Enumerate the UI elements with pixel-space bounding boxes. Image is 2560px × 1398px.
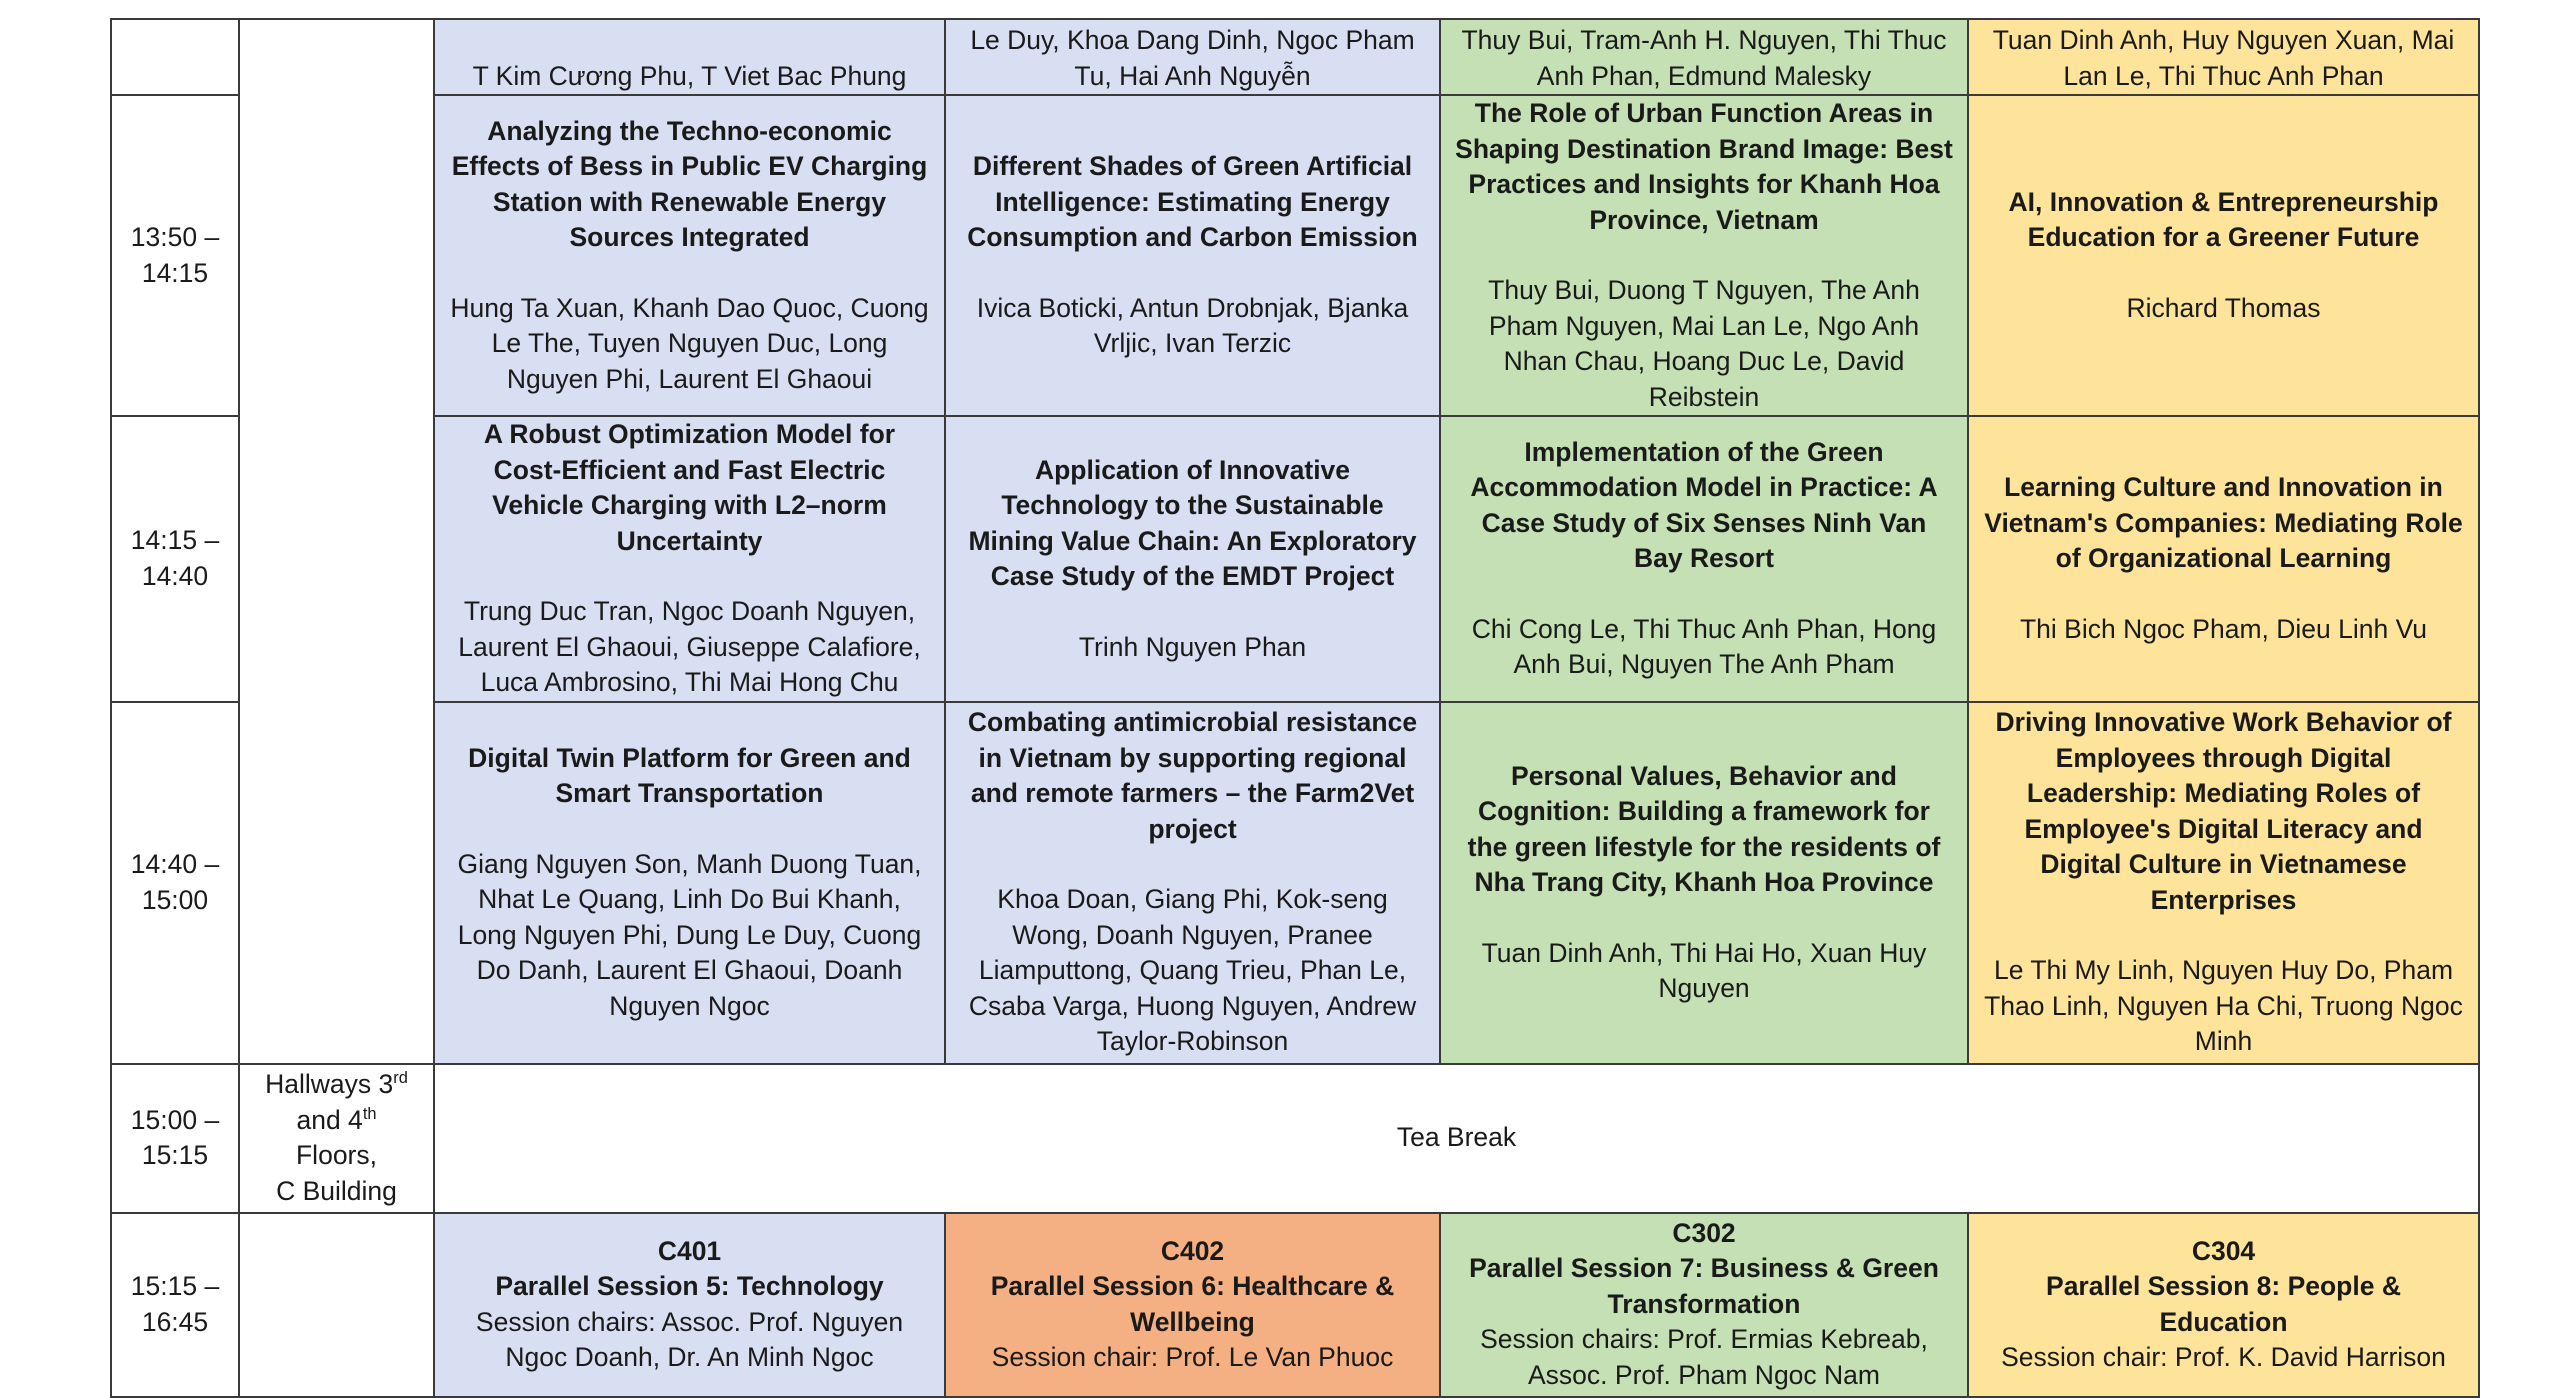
paper-authors: Tuan Dinh Anh, Thi Hai Ho, Xuan Huy Nguyen — [1481, 937, 1927, 1003]
session-chairs: Session chairs: Assoc. Prof. Nguyen Ngoc Doanh, Dr. An Minh Ngoc — [475, 1306, 904, 1372]
paper-cell — [945, 702, 1440, 1064]
paper-authors: Tuan Dinh Anh, Huy Nguyen Xuan, Mai Lan Le, Thi Thuc Anh Phan — [1992, 25, 2455, 91]
session-cell — [945, 1213, 1440, 1397]
session-cell — [1440, 1213, 1968, 1397]
session-room: C401 — [657, 1235, 722, 1266]
schedule-row-1440 — [111, 702, 2479, 1064]
location-cell-empty — [239, 1213, 434, 1397]
location-line: and 4th — [296, 1104, 377, 1135]
session-chairs: Session chairs: Prof. Ermias Kebreab, Assoc. Prof. Pham Ngoc Nam — [1480, 1324, 1928, 1390]
schedule-table — [110, 18, 2480, 1398]
paper-authors: Richard Thomas — [2126, 292, 2321, 323]
time-cell — [111, 416, 239, 702]
time-start: 15:15 – — [130, 1271, 220, 1301]
time-end: 15:00 — [141, 884, 209, 915]
time-end: 15:15 — [141, 1140, 209, 1170]
paper-cell — [945, 416, 1440, 702]
session-chairs: Session chair: Prof. K. David Harrison — [2001, 1342, 2446, 1372]
paper-title: Learning Culture and Innovation in Vietnam's Companies: Mediating Role of Organizational Learning — [1984, 472, 2463, 574]
schedule-row-sessions — [111, 1213, 2479, 1397]
paper-title: AI, Innovation & Entrepreneurship Education for a Greener Future — [2008, 186, 2439, 253]
paper-authors: Khoa Doan, Giang Phi, Kok-seng Wong, Doanh Nguyen, Pranee Liamputtong, Quang Trieu, Phan Le, Csaba Varga, Huong Nguyen, Andrew Taylor-Robinson — [968, 884, 1417, 1057]
time-start: 14:40 – — [130, 849, 220, 879]
paper-cell-authors — [945, 19, 1440, 95]
session-chairs: Session chair: Prof. Le Van Phuoc — [991, 1342, 1394, 1372]
location-line: C Building — [276, 1175, 397, 1206]
paper-cell — [1440, 95, 1968, 416]
time-start: 13:50 – — [130, 222, 220, 252]
time-cell — [111, 95, 239, 416]
paper-title: Combating antimicrobial resistance in Vietnam by supporting regional and remote farmers – the Farm2Vet project — [967, 707, 1418, 844]
paper-authors: Thuy Bui, Duong T Nguyen, The Anh Pham Nguyen, Mai Lan Le, Ngo Anh Nhan Chau, Hoang Duc Le, David Reibstein — [1488, 275, 1920, 412]
location-line: Hallways 3rd — [265, 1069, 408, 1099]
session-room: C304 — [2191, 1235, 2256, 1266]
paper-cell-authors — [434, 19, 945, 95]
paper-cell — [1968, 702, 2479, 1064]
paper-cell — [434, 702, 945, 1064]
paper-cell — [945, 95, 1440, 416]
time-cell-empty — [111, 19, 239, 95]
paper-authors: Chi Cong Le, Thi Thuc Anh Phan, Hong Anh Bui, Nguyen The Anh Pham — [1471, 613, 1937, 680]
paper-authors: Giang Nguyen Son, Manh Duong Tuan, Nhat Le Quang, Linh Do Bui Khanh, Long Nguyen Phi, Dung Le Duy, Cuong Do Danh, Laurent El Ghaoui, Doanh Nguyen Ngoc — [457, 848, 922, 1021]
time-start: 15:00 – — [130, 1104, 220, 1135]
paper-title: The Role of Urban Function Areas in Shaping Destination Brand Image: Best Practices and Insights for Khanh Hoa Province, Vietnam — [1455, 98, 1953, 235]
paper-title: Digital Twin Platform for Green and Smart Transportation — [468, 742, 911, 809]
time-cell — [111, 1213, 239, 1397]
paper-title: Application of Innovative Technology to the Sustainable Mining Value Chain: An Exploratory Case Study of the EMDT Project — [968, 454, 1417, 591]
paper-title: Personal Values, Behavior and Cognition: Building a framework for the green lifestyle for the residents of Nha Trang City, Khanh Hoa Province — [1467, 760, 1941, 897]
paper-title: Driving Innovative Work Behavior of Employees through Digital Leadership: Mediating Roles of Employee's Digital Literacy and Digital Culture in Vietnamese Enterprises — [1995, 707, 2452, 915]
time-end: 16:45 — [141, 1306, 209, 1337]
paper-cell-authors — [1440, 19, 1968, 95]
paper-authors: Trinh Nguyen Phan — [1078, 631, 1307, 662]
paper-authors: Ivica Boticki, Antun Drobnjak, Bjanka Vrljic, Ivan Terzic — [976, 292, 1409, 359]
paper-authors: Le Thi My Linh, Nguyen Huy Do, Pham Thao Linh, Nguyen Ha Chi, Truong Ngoc Minh — [1984, 955, 2463, 1057]
paper-cell — [1440, 416, 1968, 702]
location-line: Floors, — [296, 1140, 377, 1170]
paper-authors: Trung Duc Tran, Ngoc Doanh Nguyen, Laurent El Ghaoui, Giuseppe Calafiore, Luca Ambrosino, Thi Mai Hong Chu — [458, 596, 921, 697]
location-cell — [239, 1064, 434, 1213]
paper-cell — [1968, 95, 2479, 416]
session-room: C302 — [1672, 1217, 1736, 1248]
session-name: Parallel Session 7: Business & Green Transformation — [1469, 1253, 1939, 1319]
paper-authors: T Kim Cương Phu, T Viet Bac Phung — [472, 60, 907, 91]
time-cell — [111, 1064, 239, 1213]
paper-cell — [434, 416, 945, 702]
session-name: Parallel Session 5: Technology — [495, 1271, 884, 1301]
paper-authors: Hung Ta Xuan, Khanh Dao Quoc, Cuong Le The, Tuyen Nguyen Duc, Long Nguyen Phi, Laurent El Ghaoui — [450, 292, 929, 394]
session-name: Parallel Session 8: People & Education — [2046, 1271, 2401, 1337]
paper-authors: Le Duy, Khoa Dang Dinh, Ngoc Pham Tu, Hai Anh Nguyễn — [970, 25, 1415, 91]
session-name: Parallel Session 6: Healthcare & Wellbeing — [990, 1271, 1395, 1337]
paper-title: Different Shades of Green Artificial Intelligence: Estimating Energy Consumption and Carbon Emission — [967, 151, 1418, 253]
paper-authors: Thi Bich Ngoc Pham, Dieu Linh Vu — [2019, 613, 2428, 644]
schedule-row-top — [111, 19, 2479, 95]
paper-cell-authors — [1968, 19, 2479, 95]
session-cell — [434, 1213, 945, 1397]
time-end: 14:40 — [141, 560, 209, 591]
time-start: 14:15 – — [130, 525, 220, 556]
location-cell-empty — [239, 19, 434, 1064]
schedule-row-break — [111, 1064, 2479, 1213]
paper-authors: Thuy Bui, Tram-Anh H. Nguyen, Thi Thuc Anh Phan, Edmund Malesky — [1461, 25, 1947, 91]
paper-cell — [1440, 702, 1968, 1064]
tea-break-label: Tea Break — [1396, 1122, 1517, 1153]
paper-title: A Robust Optimization Model for Cost-Efficient and Fast Electric Vehicle Charging with L2–norm Uncertainty — [483, 419, 896, 556]
paper-title: Analyzing the Techno-economic Effects of Bess in Public EV Charging Station with Renewable Energy Sources Integrated — [451, 115, 928, 253]
schedule-row-1415 — [111, 416, 2479, 702]
paper-cell — [434, 95, 945, 416]
time-end: 14:15 — [141, 257, 209, 288]
session-room: C402 — [1160, 1235, 1225, 1266]
tea-break-cell — [434, 1064, 2479, 1213]
paper-title: Implementation of the Green Accommodation Model in Practice: A Case Study of Six Senses Ninh Van Bay Resort — [1470, 436, 1938, 574]
time-cell — [111, 702, 239, 1064]
paper-cell — [1968, 416, 2479, 702]
schedule-row-1350 — [111, 95, 2479, 416]
session-cell — [1968, 1213, 2479, 1397]
